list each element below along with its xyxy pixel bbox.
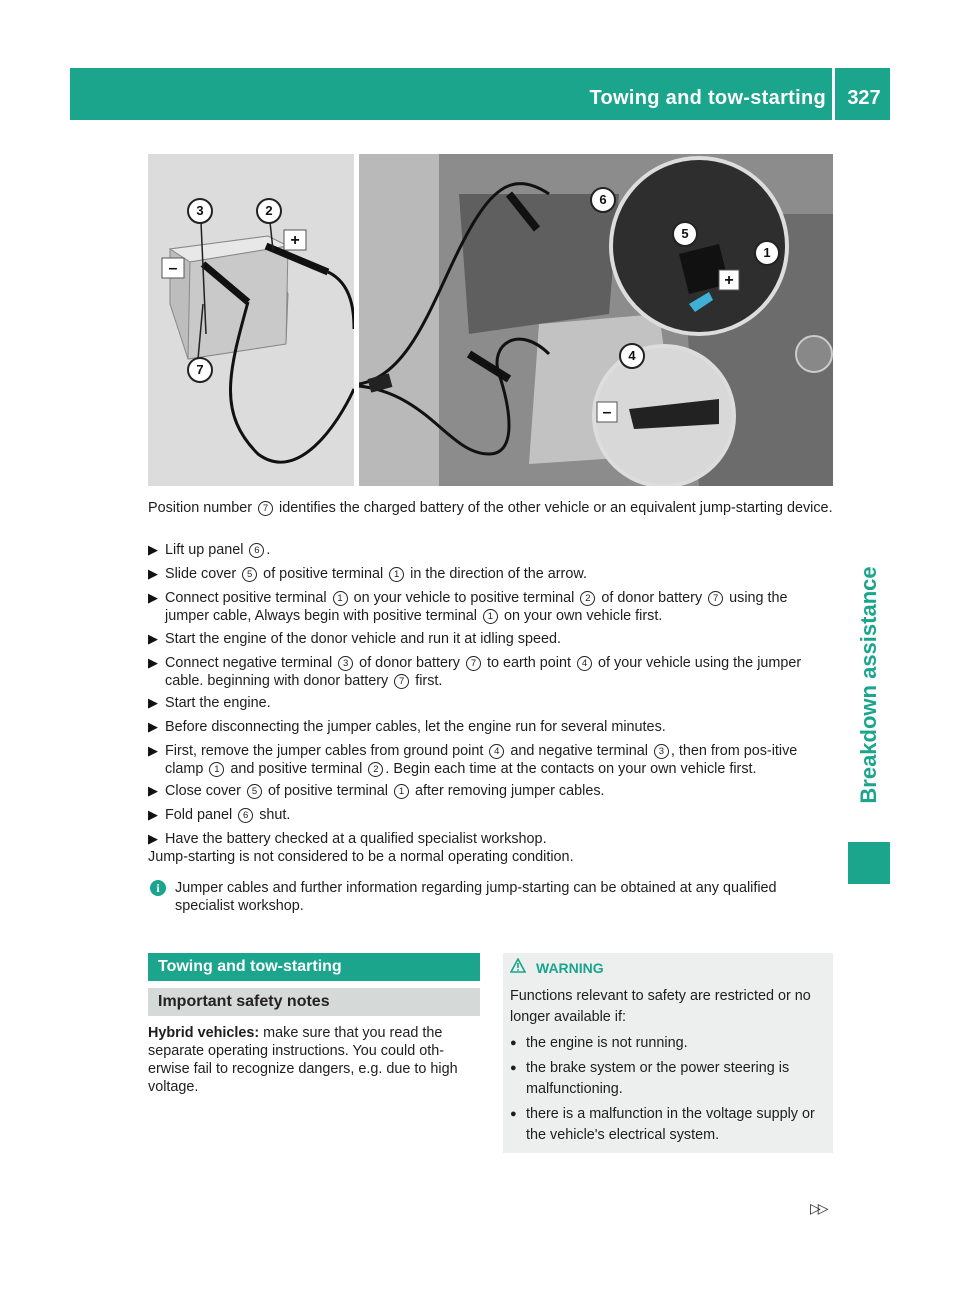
step-text: Lift up panel — [165, 542, 248, 558]
step-arrow-icon: ▶ — [148, 719, 158, 734]
ref-number: 3 — [654, 744, 669, 759]
side-tab — [848, 540, 890, 830]
warning-triangle-icon — [510, 958, 526, 976]
step-text: . Begin each time at the contacts on your own vehicle first. — [385, 761, 757, 777]
ref-number: 1 — [333, 591, 348, 606]
step-arrow-icon: ▶ — [148, 566, 158, 581]
step-text: to earth point — [482, 655, 575, 671]
step-arrow-icon: ▶ — [148, 743, 158, 758]
step-text: Connect positive terminal — [165, 590, 331, 606]
step-text: shut. — [255, 807, 291, 823]
step-text: . — [266, 542, 271, 558]
instruction-step — [148, 830, 834, 848]
next-page-icon: ▷▷ — [810, 1200, 826, 1216]
step-arrow-icon: ▶ — [148, 783, 158, 798]
callout-5: 5 — [672, 221, 698, 247]
step-text: first. — [411, 673, 443, 689]
instruction-step — [148, 565, 834, 583]
ref-number: 1 — [394, 784, 409, 799]
ref-number: 5 — [242, 567, 257, 582]
step-text: in the direction of the arrow. — [406, 566, 587, 582]
minus-label: – — [168, 260, 178, 277]
step-arrow-icon: ▶ — [148, 590, 158, 605]
intro-paragraph: Position number 7 identifies the charged battery of the other vehicle or an equivalent jump-starting device. — [148, 500, 833, 516]
step-arrow-icon: ▶ — [148, 655, 158, 670]
instruction-step — [148, 654, 834, 690]
ref-number: 6 — [249, 543, 264, 558]
header-divider — [832, 68, 835, 120]
step-text: , then from pos-itive clamp — [165, 743, 798, 777]
step-text: of donor battery — [355, 655, 464, 671]
ref-number: 6 — [238, 808, 253, 823]
warning-item: ● the brake system or the power steering is malfunctioning. — [510, 1060, 790, 1097]
hybrid-text: make sure that you read the separate operating instructions. You could oth-erwise fail to recognize dangers, e.g. due to high voltage. — [148, 1025, 458, 1095]
callout-6: 6 — [590, 187, 616, 213]
instruction-step — [148, 694, 834, 712]
callout-3: 3 — [187, 198, 213, 224]
instruction-step — [148, 630, 834, 648]
step-text: of donor battery — [597, 590, 707, 606]
operating-note: Jump-starting is not considered to be a normal operating condition. — [148, 849, 574, 865]
step-text: Close cover — [165, 783, 245, 799]
callout-2: 2 — [256, 198, 282, 224]
step-text: of positive terminal — [263, 783, 392, 799]
info-icon: i — [150, 880, 166, 896]
instruction-step — [148, 589, 834, 625]
instruction-step — [148, 541, 834, 559]
step-text: Fold panel — [165, 807, 237, 823]
step-arrow-icon: ▶ — [148, 631, 158, 646]
hybrid-label: Hybrid vehicles: — [148, 1025, 260, 1041]
ref-number: 2 — [368, 762, 383, 777]
step-arrow-icon: ▶ — [148, 695, 158, 710]
step-text: on your vehicle to positive terminal — [349, 590, 579, 606]
plus-label-zoom: + — [724, 272, 734, 289]
step-text: of positive terminal — [259, 566, 388, 582]
section-title: Towing and tow-starting — [148, 953, 480, 981]
step-arrow-icon: ▶ — [148, 831, 158, 846]
plus-label: + — [290, 232, 300, 249]
ref-number: 7 — [466, 656, 481, 671]
step-text: Start the engine. — [165, 695, 271, 711]
instruction-step — [148, 742, 834, 778]
side-tab-marker — [848, 842, 890, 884]
info-text: Jumper cables and further information regarding jump-starting can be obtained at any qualified specialist workshop. — [175, 880, 777, 914]
donor-battery-drawing — [148, 154, 354, 486]
ref-number: 2 — [580, 591, 595, 606]
instruction-step — [148, 806, 834, 824]
minus-label-zoom: – — [602, 404, 612, 421]
ref-number: 7 — [258, 501, 273, 516]
step-text: and negative terminal — [506, 743, 652, 759]
warning-header — [510, 958, 604, 976]
page-title: Towing and tow-starting — [589, 87, 826, 109]
step-arrow-icon: ▶ — [148, 807, 158, 822]
ref-number: 1 — [389, 567, 404, 582]
hybrid-paragraph — [148, 1024, 482, 1096]
ref-number: 5 — [247, 784, 262, 799]
page-number: 327 — [847, 87, 881, 109]
warning-intro: Functions relevant to safety are restricted or no longer available if: — [510, 988, 811, 1025]
step-text: Slide cover — [165, 566, 241, 582]
ref-number: 3 — [338, 656, 353, 671]
step-text: First, remove the jumper cables from ground point — [165, 743, 488, 759]
step-text: after removing jumper cables. — [410, 783, 605, 799]
step-text: of your vehicle using the jumper cable. beginning with donor battery — [165, 655, 802, 689]
step-arrow-icon: ▶ — [148, 542, 158, 557]
callout-1: 1 — [754, 240, 780, 266]
warning-item: ● the engine is not running. — [510, 1035, 688, 1051]
ref-number: 7 — [394, 674, 409, 689]
step-text: Connect negative terminal — [165, 655, 337, 671]
ref-number: 7 — [708, 591, 723, 606]
callout-7: 7 — [187, 357, 213, 383]
instruction-step — [148, 718, 834, 736]
callout-4: 4 — [619, 343, 645, 369]
subsection-title: Important safety notes — [148, 988, 480, 1016]
step-text: Have the battery checked at a qualified specialist workshop. — [165, 831, 547, 847]
ref-number: 4 — [577, 656, 592, 671]
step-text: using the jumper cable, Always begin with positive terminal — [165, 590, 788, 624]
warning-item: ● there is a malfunction in the voltage supply or the vehicle's electrical system. — [510, 1106, 815, 1143]
warning-title: WARNING — [536, 960, 604, 976]
side-tab-label: Breakdown assistance — [856, 566, 881, 804]
step-text: Before disconnecting the jumper cables, let the engine run for several minutes. — [165, 719, 666, 735]
step-text: and positive terminal — [226, 761, 367, 777]
ref-number: 1 — [483, 609, 498, 624]
ref-number: 1 — [209, 762, 224, 777]
step-text: on your own vehicle first. — [499, 608, 663, 624]
step-text: Start the engine of the donor vehicle and run it at idling speed. — [165, 631, 562, 647]
instruction-step — [148, 782, 834, 800]
ref-number: 4 — [489, 744, 504, 759]
donor-battery-illustration — [148, 154, 354, 486]
